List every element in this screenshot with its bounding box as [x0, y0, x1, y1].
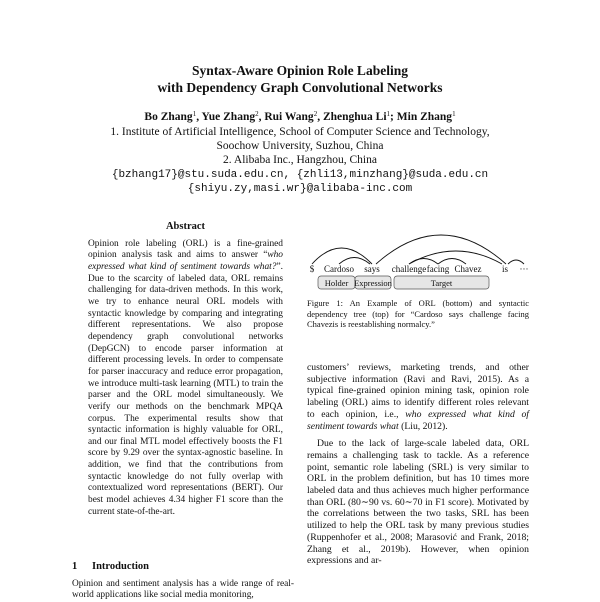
- figure-1-caption: Figure 1: An Example of ORL (bottom) and syntactic dependency tree (top) for “Cardoso says challenge facing Chavezis is reestablishing normalcy.”: [307, 298, 529, 329]
- role-label-holder: Holder: [324, 278, 349, 288]
- sentence-word: $: [309, 264, 315, 274]
- author-mark: 1: [386, 110, 391, 118]
- introduction-heading: 1 Introduction: [72, 561, 149, 572]
- right-column-text: [307, 362, 529, 567]
- affiliation-2: 2. Alibaba Inc., Hangzhou, China: [223, 154, 377, 166]
- emphasis: who expressed what kind of sentiment towards what: [307, 408, 530, 432]
- sentence-word: Chavez: [454, 264, 482, 274]
- affiliation-1-line-2: Soochow University, Suzhou, China: [216, 140, 384, 152]
- abstract-heading: Abstract: [165, 221, 206, 232]
- introduction-section: [72, 561, 294, 602]
- paper-title-line-1: Syntax-Aware Opinion Role Labeling: [192, 63, 408, 78]
- dependency-arcs: [312, 235, 524, 264]
- author-list: Bo Zhang$^1$, Yue Zhang$^2$, Rui Wang$^2$, Zhenghua Li$^1$; Min Zhang$^1$: [144, 110, 456, 123]
- author-name: Rui Wang: [264, 111, 314, 123]
- paper-title-line-2: with Dependency Graph Convolutional Networks: [157, 80, 443, 95]
- abstract-text: Opinion role labeling (ORL) is a fine-grained opinion analysis task and aims to answer “who expressed what kind of sentiment towards what?”. Due to the scarcity of labeled data, ORL remains challenging for data-driven methods. In this work, we try to enhance neural ORL models with syntactic knowledge by comparing and integrating different representations. We also propose dependency graph convolutional networks (DepGCN) to encode parser information at different processing levels. In order to compensate for parser inaccuracy and reduce error propagation, we introduce multi-task learning (MTL) to train the parser and the ORL model simultaneously. We verify our methods on the benchmark MPQA corpus. The experimental results show that syntactic information is highly valuable for ORL, and our final MTL model effectively boosts the F1 score by 9.29 over the syntax-agnostic baseline. In addition, we find that the contributions from syntactic knowledge do not fully overlap with contextualized word representations (BERT). Our best model achieves 4.34 higher F1 score than the current state-of-the-art.: [88, 238, 283, 517]
- author-name: Yue Zhang: [201, 111, 256, 123]
- sentence-word: says: [364, 264, 380, 274]
- author-mark: 1: [452, 110, 456, 118]
- sentence-word: is: [501, 264, 509, 274]
- affiliation-1-line-1: 1. Institute of Artificial Intelligence, School of Computer Science and Technology,: [110, 126, 490, 138]
- dependency-arc: [409, 251, 502, 264]
- email-line-1: {bzhang17}@stu.suda.edu.cn, {zhli13,minzhang}@suda.edu.cn: [111, 169, 489, 181]
- author-name: Min Zhang: [396, 111, 453, 123]
- role-label-expression: Expression: [354, 278, 392, 288]
- author-mark: 1: [192, 110, 197, 118]
- paragraph: customers’ reviews, marketing trends, and other subjective information (Ravi and Ravi, 2015). As a typical fine-grained opinion mining task, opinion role labeling (ORL) aims to identify different roles relevant to each opinion, i.e., who expressed what kind of sentiment towards what (Liu, 2012).: [307, 362, 530, 432]
- figure-1-diagram: [306, 224, 532, 294]
- email-line-2: {shiyu.zy,masi.wr}@alibaba-inc.com: [187, 183, 413, 195]
- dependency-arc: [376, 235, 506, 264]
- role-label-target: Target: [430, 278, 453, 288]
- author-mark: 2: [255, 110, 259, 118]
- author-name: Zhenghua Li: [322, 111, 387, 123]
- sentence-word: challenge: [391, 264, 427, 274]
- sentence-word: Cardoso: [324, 264, 354, 274]
- abstract-section: [88, 221, 283, 518]
- sentence-word: facing: [426, 264, 450, 274]
- paragraph: Due to the lack of large-scale labeled data, ORL remains a challenging task to tackle. As a reference point, semantic role labeling (SRL) is very similar to ORL in the problem definition, but has 10 times more labeled data and thus achieves much higher performance than ORL (80∼90 vs. 60∼70 in F1 score). Motivated by the correlations between the two tasks, SRL has been utilized to help the ORL task by many previous studies (Ruppenhofer et al., 2008; Marasović and Frank, 2018; Zhang et al., 2019b). However, when opinion expressions and ar-: [307, 438, 529, 567]
- sentence-word: ···: [519, 264, 529, 274]
- author-mark: 2: [313, 110, 318, 118]
- introduction-text: Opinion and sentiment analysis has a wide range of real-world applications like social media monitoring,: [72, 578, 294, 601]
- role-labels: [318, 276, 489, 289]
- abstract-question: who expressed what kind of sentiment towards what?: [88, 250, 283, 272]
- author-name: Bo Zhang: [144, 111, 193, 123]
